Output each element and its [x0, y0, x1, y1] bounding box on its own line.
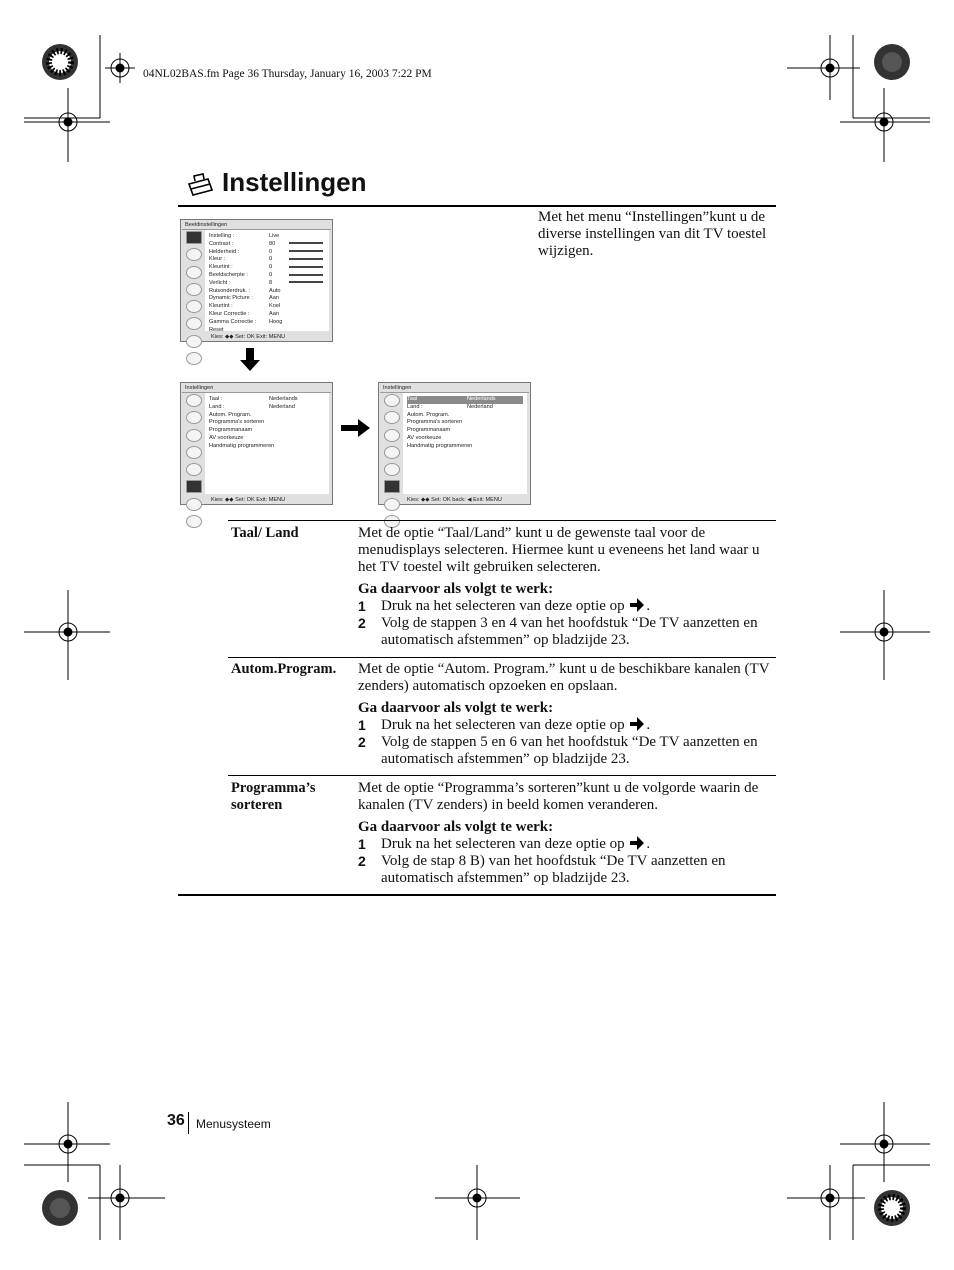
step-text: Druk na het selecteren van deze optie op	[381, 717, 625, 733]
menu-row[interactable]	[209, 311, 289, 319]
step-number: 1	[358, 836, 366, 852]
row-body-autom-program	[358, 661, 778, 768]
menu-row-value: Nederlands	[269, 396, 298, 402]
arrow-right-icon	[341, 418, 371, 438]
menu-row[interactable]	[209, 280, 323, 288]
title-rule	[178, 205, 776, 207]
intro-text: Met het menu “Instellingen”kunt u de diverse instellingen van dit TV toestel wijzigen.	[538, 209, 767, 259]
right-button-icon	[628, 717, 646, 731]
menu-row-value: 0	[269, 272, 273, 278]
menu-row-label: AV voorkeuze	[407, 435, 442, 441]
menu-row[interactable]	[407, 412, 467, 420]
picture-settings-screen	[180, 219, 333, 342]
step-text: Volg de stappen 5 en 6 van het hoofdstuk “De TV aanzetten en automatisch afstemmen” op bladzijde 23.	[381, 734, 758, 767]
menu-icon-column	[184, 394, 204, 532]
table-bottom-rule	[178, 894, 776, 896]
menu-row-label: Ruisonderdruk. :	[209, 287, 251, 294]
row-name-taal-land: Taal/ Land	[231, 525, 299, 541]
menu-row-label: Instelling :	[209, 233, 235, 239]
menu-row-label: Reset	[209, 326, 224, 333]
toolbox-icon	[186, 172, 214, 198]
menu-row-label: Programma's sorteren	[407, 419, 463, 426]
menu-row-value: Koel	[269, 303, 281, 310]
row-description: Met de optie “Taal/Land” kunt u de gewenste taal voor de menudisplays selecteren. Hiermee kunt u eveneens het land waar u het TV toestel wilt gebruiken selecteren.	[358, 525, 760, 575]
menu-row[interactable]	[209, 442, 275, 451]
menu-row[interactable]	[407, 419, 467, 427]
screen-footer: Kies: ◆◆ Set: OK Exit: MENU	[211, 334, 286, 340]
step-2	[358, 615, 778, 649]
file-info-header: 04NL02BAS.fm Page 36 Thursday, January 16, 2003 7:22 PM	[143, 68, 432, 80]
screen-heading: Beeldinstellingen	[185, 222, 228, 228]
menu-row-label: Verlicht :	[209, 279, 231, 286]
settings-screen-selected	[378, 382, 531, 505]
menu-row[interactable]	[209, 427, 269, 435]
menu-row-label: Taal	[407, 396, 418, 402]
page-number: 36	[167, 1112, 185, 1129]
menu-row-label: Programma's sorteren	[209, 419, 265, 426]
menu-row-label: Kleur :	[209, 256, 226, 263]
step-text: Volg de stap 8 B) van het hoofdstuk “De TV aanzetten en automatisch afstemmen” op bladzijde 23.	[381, 853, 726, 886]
menu-row[interactable]	[209, 288, 289, 296]
menu-row-value: Live	[269, 233, 280, 239]
menu-icon-column	[184, 231, 204, 369]
menu-row[interactable]	[209, 303, 289, 311]
menu-panel	[205, 230, 329, 331]
menu-row[interactable]	[209, 233, 289, 241]
step-number: 2	[358, 615, 366, 631]
menu-row[interactable]	[407, 403, 493, 412]
menu-row-label: Land :	[407, 403, 423, 410]
menu-row-slider	[289, 266, 323, 268]
menu-row-label: Dynamic Picture :	[209, 295, 253, 302]
menu-row[interactable]	[407, 427, 467, 435]
footer-divider	[188, 1112, 189, 1134]
right-button-icon	[628, 836, 646, 850]
menu-row[interactable]	[209, 295, 289, 303]
step-number: 1	[358, 717, 366, 733]
menu-row[interactable]	[209, 264, 323, 272]
section-name: Menusysteem	[196, 1117, 271, 1131]
menu-panel	[205, 393, 329, 494]
menu-row-label: Autom. Program.	[209, 411, 252, 418]
table-rule	[228, 657, 776, 658]
step-1: 1 Druk na het selecteren van deze optie op .	[358, 598, 651, 614]
menu-row-value: Nederland	[269, 403, 295, 410]
screen-heading: Instellingen	[185, 385, 214, 391]
table-rule	[228, 520, 776, 521]
menu-row-label: Kleur Correctie :	[209, 311, 250, 317]
menu-row[interactable]	[407, 396, 523, 404]
menu-row[interactable]	[209, 319, 289, 327]
row-body-taal-land	[358, 525, 778, 649]
menu-row-slider	[289, 250, 323, 252]
menu-row[interactable]	[209, 249, 323, 257]
menu-row-value: Aan	[269, 311, 279, 317]
page-title: Instellingen	[222, 167, 367, 197]
screen-footer: Kies: ◆◆ Set: OK back: ◀ Exit: MENU	[407, 497, 502, 503]
howto-heading: Ga daarvoor als volgt te werk:	[358, 700, 554, 716]
settings-screen	[180, 382, 333, 505]
arrow-down-icon	[239, 348, 261, 372]
menu-row[interactable]	[209, 435, 269, 443]
menu-row-label: Taal :	[209, 396, 223, 402]
menu-row-slider	[289, 274, 323, 276]
menu-row-slider	[289, 258, 323, 260]
step-2	[358, 734, 778, 768]
row-name-programmas-sorteren: Programma’s sorteren	[231, 780, 316, 813]
menu-row-label: Helderheid :	[209, 248, 240, 255]
menu-row[interactable]	[209, 396, 298, 404]
menu-row[interactable]	[209, 272, 323, 280]
menu-row-label: Programmanaam	[209, 427, 253, 434]
menu-row-value: 0	[269, 248, 273, 255]
menu-row-label: Beeldscherpte :	[209, 272, 248, 278]
step-number: 2	[358, 734, 366, 750]
table-rule	[228, 775, 776, 776]
row-description: Met de optie “Programma’s sorteren”kunt u de volgorde waarin de kanalen (TV zenders) in beeld komen veranderen.	[358, 780, 759, 813]
menu-row-value: Aan	[269, 295, 279, 302]
menu-row-value: 80	[269, 240, 276, 247]
menu-row-label: Kleurtint :	[209, 303, 233, 310]
step-text: Volg de stappen 3 en 4 van het hoofdstuk “De TV aanzetten en automatisch afstemmen” op bladzijde 23.	[381, 615, 758, 648]
step-1: 1 Druk na het selecteren van deze optie op .	[358, 717, 651, 733]
menu-panel	[403, 393, 527, 494]
menu-row-slider	[289, 281, 323, 283]
screen-footer: Kies: ◆◆ Set: OK Exit: MENU	[211, 497, 286, 503]
menu-icon-column	[382, 394, 402, 532]
menu-row[interactable]	[209, 256, 323, 264]
menu-row-label: AV voorkeuze	[209, 435, 244, 441]
menu-row-label: Handmatig programmeren	[407, 442, 473, 449]
menu-row-label: Autom. Program.	[407, 411, 450, 418]
menu-row-value: 0	[269, 256, 273, 263]
menu-row-value: Nederlands	[467, 396, 496, 402]
step-number: 1	[358, 598, 366, 614]
screen-heading: Instellingen	[383, 385, 412, 391]
menu-row-value: 0	[269, 264, 273, 271]
step-1: 1 Druk na het selecteren van deze optie op .	[358, 836, 651, 852]
menu-row-label: Contrast :	[209, 240, 234, 247]
menu-row[interactable]	[209, 412, 269, 420]
menu-row[interactable]	[209, 241, 323, 249]
menu-row[interactable]	[209, 403, 295, 412]
menu-row[interactable]	[407, 435, 467, 443]
row-name-autom-program: Autom.Program.	[231, 661, 337, 677]
howto-heading: Ga daarvoor als volgt te werk:	[358, 581, 554, 597]
step-text: Druk na het selecteren van deze optie op	[381, 598, 625, 614]
menu-row-label: Handmatig programmeren	[209, 442, 275, 449]
step-number: 2	[358, 853, 366, 869]
menu-row-label: Gamma Correctie :	[209, 318, 257, 325]
step-2	[358, 853, 778, 887]
menu-row-value: 8	[269, 279, 273, 286]
menu-row-slider	[289, 242, 323, 244]
row-body-programmas-sorteren	[358, 780, 778, 887]
menu-row[interactable]	[407, 442, 473, 451]
menu-row-label: Land :	[209, 403, 225, 410]
right-button-icon	[628, 598, 646, 612]
menu-row[interactable]	[209, 419, 269, 427]
menu-row-value: Nederland	[467, 403, 493, 410]
menu-row-label: Kleurtint :	[209, 264, 233, 271]
menu-row-value: Hoog	[269, 318, 283, 325]
menu-row-label: Programmanaam	[407, 427, 451, 434]
row-description: Met de optie “Autom. Program.” kunt u de beschikbare kanalen (TV zenders) automatisch opzoeken en opslaan.	[358, 661, 770, 694]
howto-heading: Ga daarvoor als volgt te werk:	[358, 819, 554, 835]
menu-row-value: Auto	[269, 287, 281, 294]
step-text: Druk na het selecteren van deze optie op	[381, 836, 625, 852]
